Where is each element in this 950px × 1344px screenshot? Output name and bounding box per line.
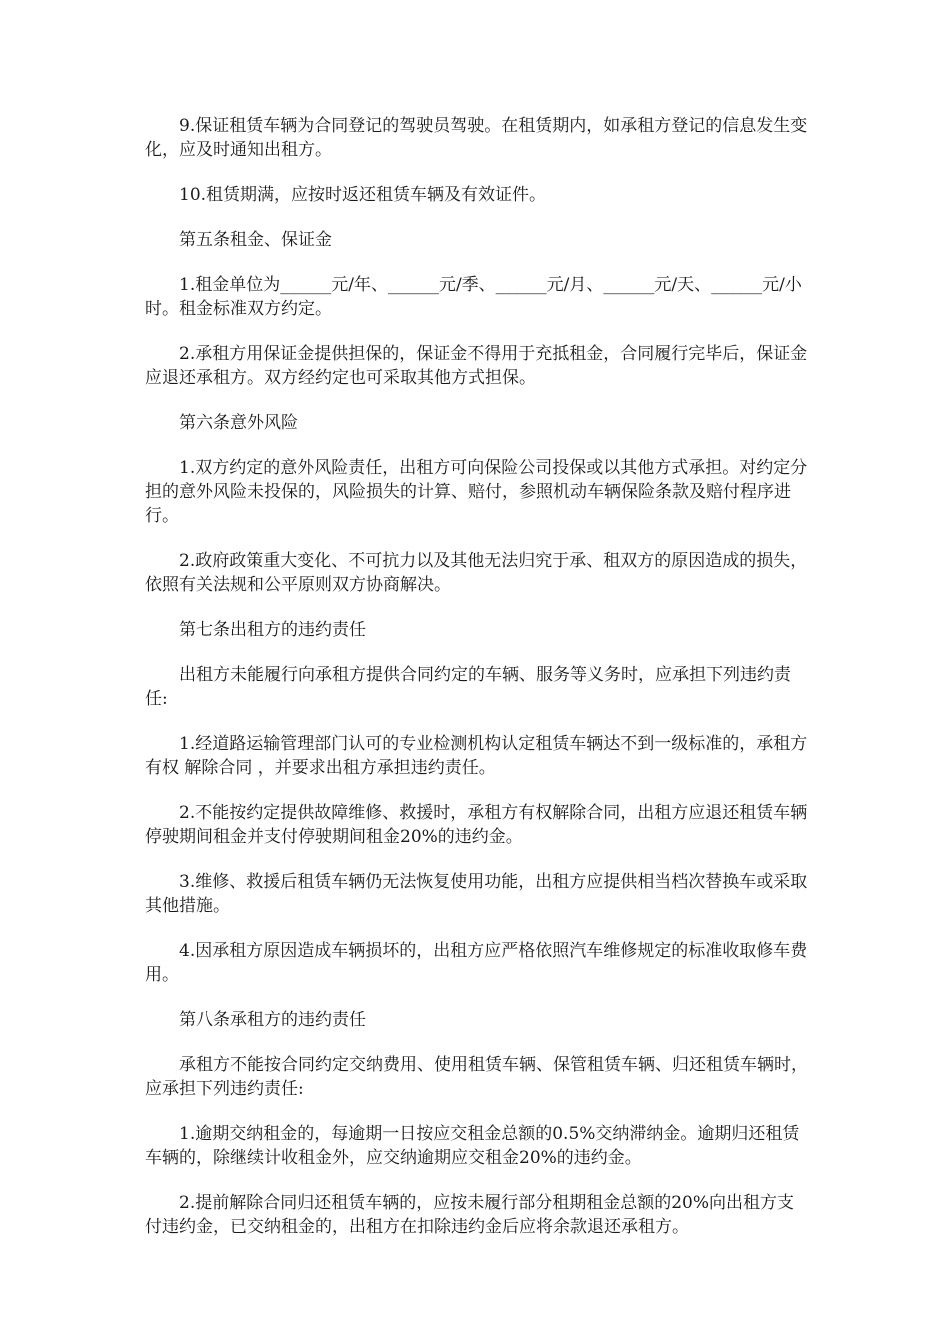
clause-item: 4.因承租方原因造成车辆损坏的，出租方应严格依照汽车维修规定的标准收取修车费用。 <box>145 941 808 985</box>
clause-item: 2.提前解除合同归还租赁车辆的，应按未履行部分租期租金总额的20%向出租方支付违约金，已交纳租金的，出租方在扣除违约金后应将余款退还承租方。 <box>145 1193 795 1237</box>
clause-item: 1.经道路运输管理部门认可的专业检测机构认定租赁车辆达不到一级标准的，承租方有权 解除合同 ，并要求出租方承担违约责任。 <box>145 734 808 778</box>
section-heading: 第八条承租方的违约责任 <box>179 1010 366 1030</box>
clause-item: 1.逾期交纳租金的，每逾期一日按应交租金总额的0.5%交纳滞纳金。逾期归还租赁车辆的，除继续计收租金外，应交纳逾期应交租金20%的违约金。 <box>145 1124 800 1168</box>
clause-item: 1.双方约定的意外风险责任，出租方可向保险公司投保或以其他方式承担。对约定分担的意外风险未投保的，风险损失的计算、赔付，参照机动车辆保险条款及赔付程序进行。 <box>145 458 808 526</box>
clause-item: 3.维修、救援后租赁车辆仍无法恢复使用功能，出租方应提供相当档次替换车或采取其他措施。 <box>145 872 808 916</box>
section-intro: 出租方未能履行向承租方提供合同约定的车辆、服务等义务时，应承担下列违约责任: <box>145 665 791 709</box>
section-heading: 第五条租金、保证金 <box>179 230 332 250</box>
section-intro: 承租方不能按合同约定交纳费用、使用租赁车辆、保管租赁车辆、归还租赁车辆时，应承担下列违约责任: <box>145 1055 808 1099</box>
clause-item: 9.保证租赁车辆为合同登记的驾驶员驾驶。在租赁期内，如承租方登记的信息发生变化，应及时通知出租方。 <box>145 116 808 160</box>
section-heading: 第六条意外风险 <box>179 413 298 433</box>
clause-item: 2.不能按约定提供故障维修、救援时，承租方有权解除合同，出租方应退还租赁车辆停驶期间租金并支付停驶期间租金20%的违约金。 <box>145 803 808 847</box>
section-heading: 第七条出租方的违约责任 <box>179 620 366 640</box>
clause-item: 2.承租方用保证金提供担保的，保证金不得用于充抵租金，合同履行完毕后，保证金应退还承租方。双方经约定也可采取其他方式担保。 <box>145 344 808 388</box>
clause-item: 10.租赁期满，应按时返还租赁车辆及有效证件。 <box>179 185 547 205</box>
clause-item: 2.政府政策重大变化、不可抗力以及其他无法归究于承、租双方的原因造成的损失，依照有关法规和公平原则双方协商解决。 <box>145 551 808 595</box>
document-body <box>145 114 809 1260</box>
clause-item: 1.租金单位为______元/年、______元/季、______元/月、______元/天、______元/小时。租金标准双方约定。 <box>145 275 802 319</box>
